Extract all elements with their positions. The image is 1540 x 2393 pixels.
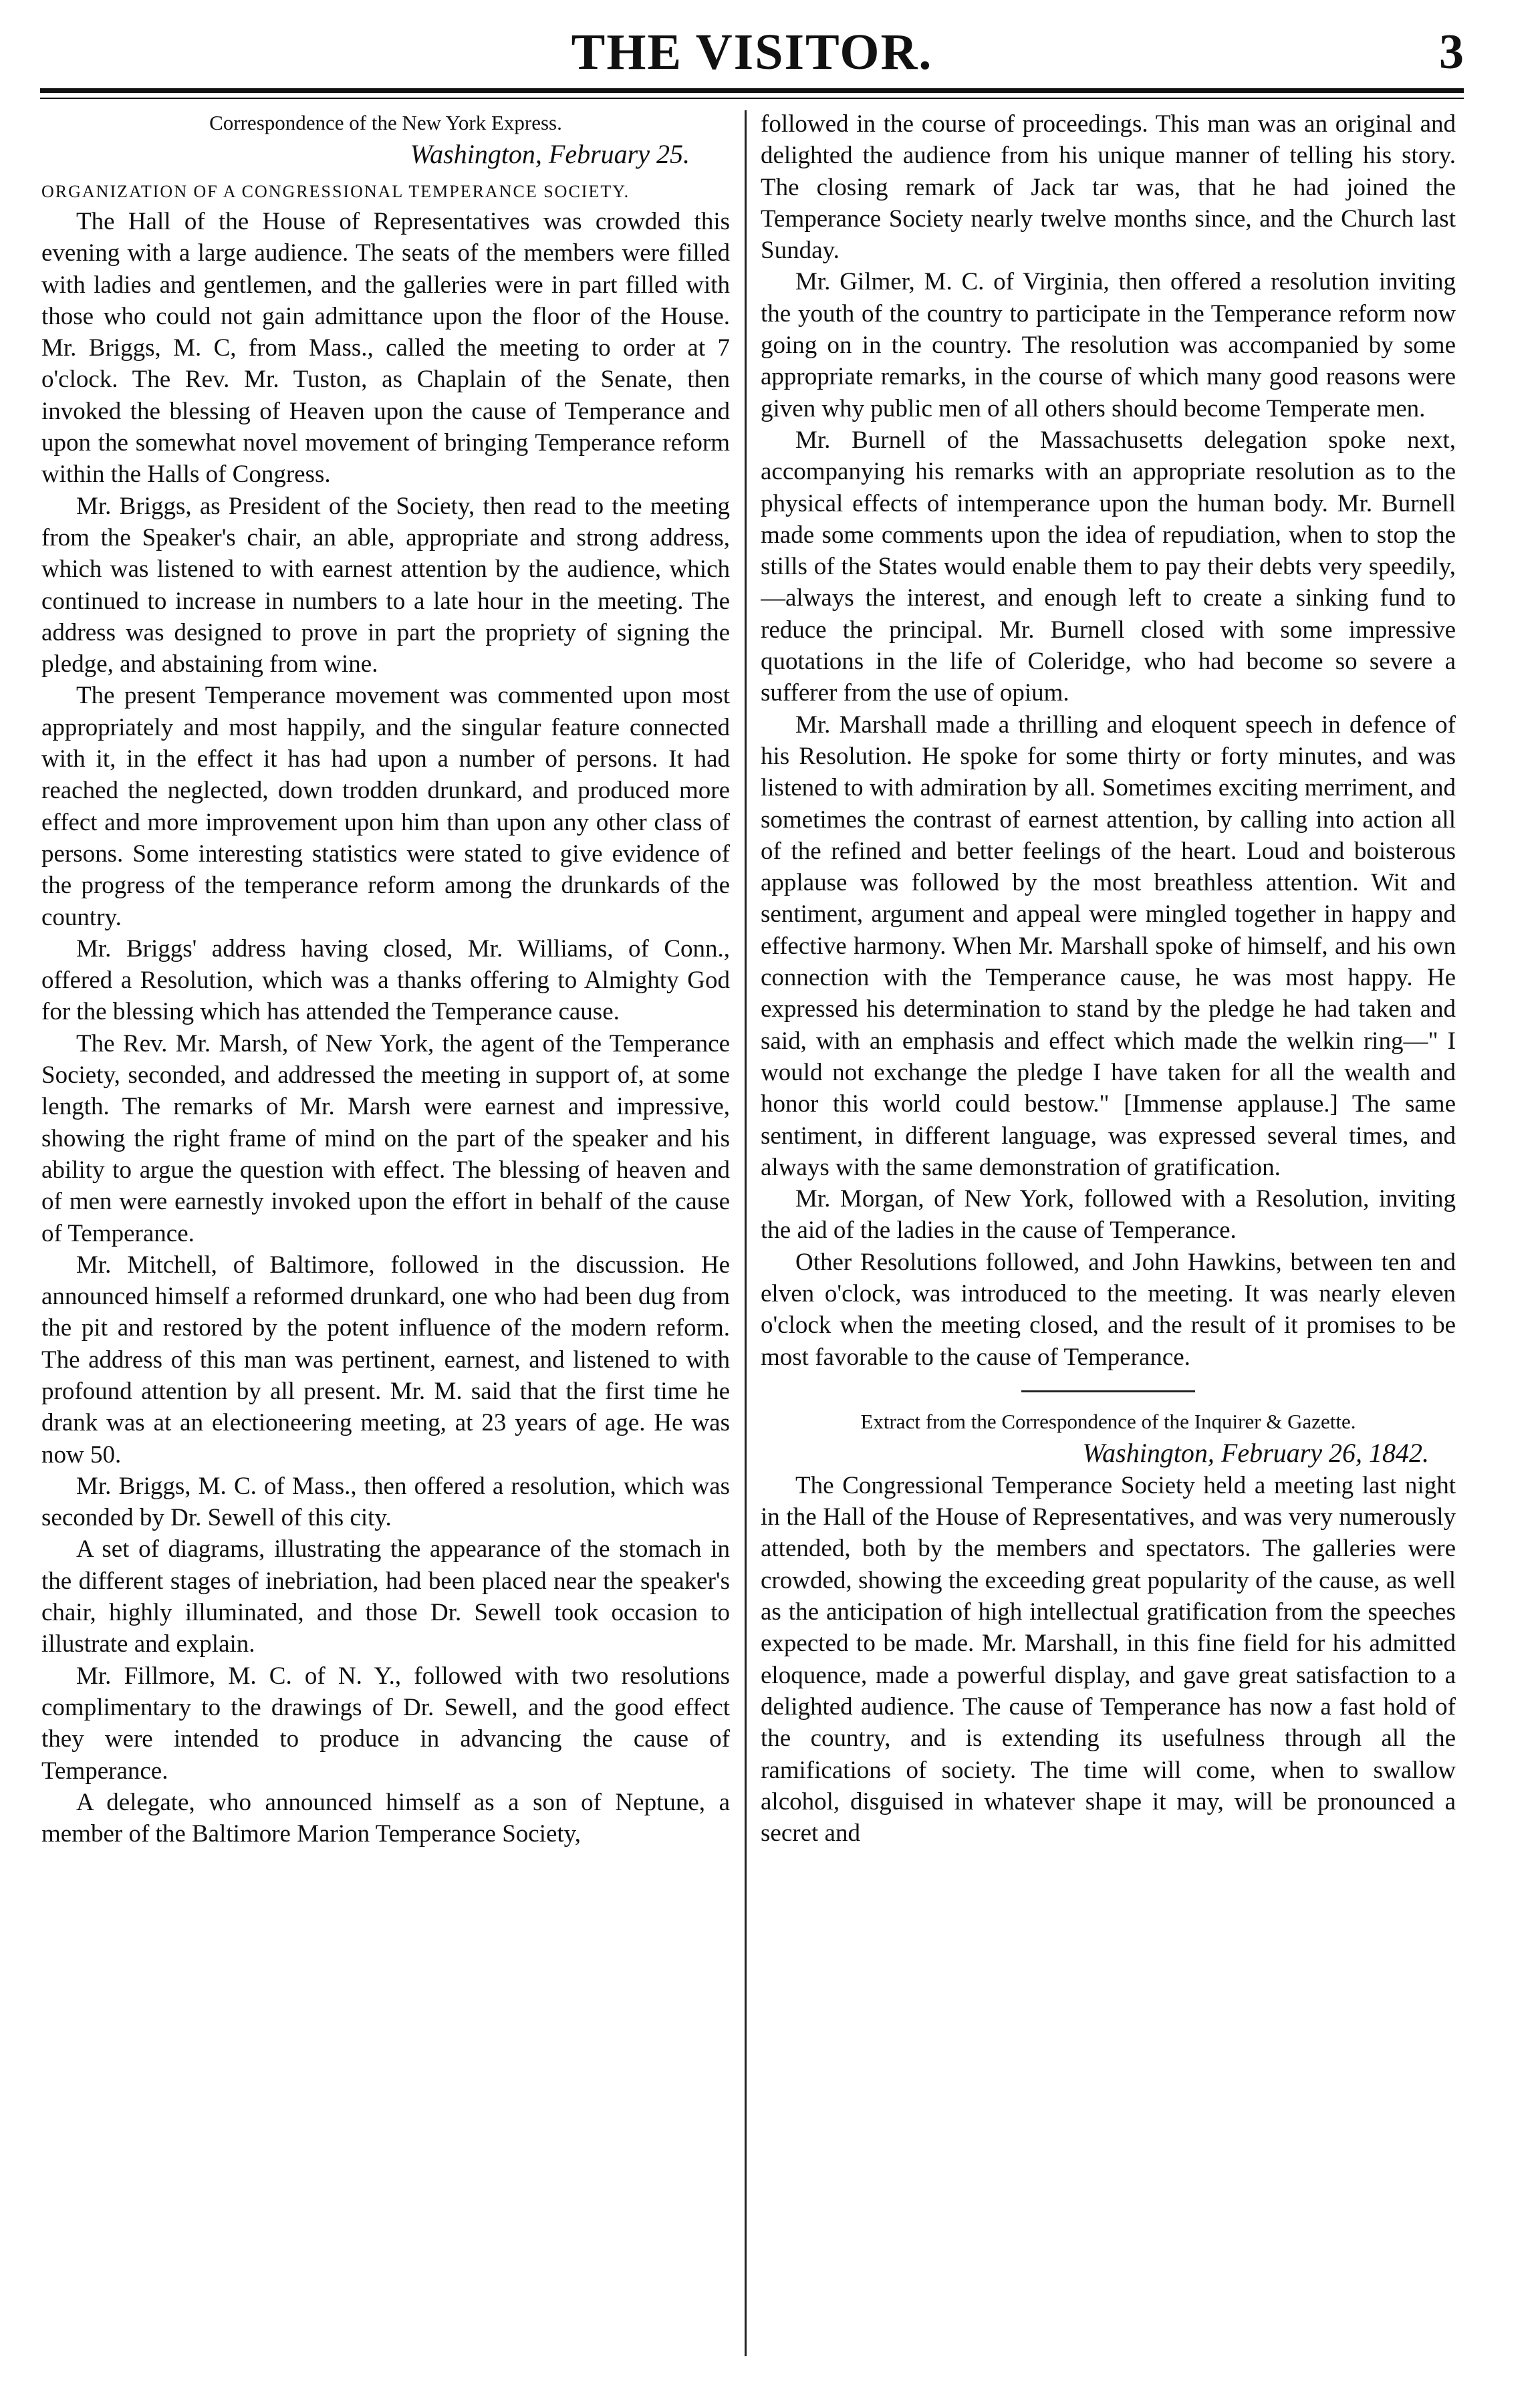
- masthead: [40, 20, 1464, 84]
- article-paragraph: Mr. Burnell of the Massachusetts delegation spoke next, accompanying his remarks with an appropriate resolution as to the physical effects of intemperance upon the human body. Mr. Burnell made some comments upon the idea of repudiation, when to stop the stills of the States would enable them to pay their debts very speedily,—always the interest, and enough left to create a sinking fund to reduce the principal. Mr. Burnell closed with some impressive quotations in the life of Coleridge, who had become so severe a sufferer from the use of opium.: [761, 426, 1456, 707]
- article-paragraph: The Congressional Temperance Society held a meeting last night in the Hall of the House of Representatives, and was very numerously attended, both by the members and spectators. The galleries were crowded, showing the exceeding great popularity of the cause, as well as the anticipation of high intellectual gratification from the speeches expected to be made. Mr. Marshall, in this fine field for his admitted eloquence, made a powerful display, and gave great satisfaction to a delighted audience. The cause of Temperance has now a fast hold of the country, and is extending its usefulness through all the ramifications of society. The time will come, when to swallow alcohol, disguised in whatever shape it may, will be pronounced a secret and: [761, 1471, 1456, 1848]
- article-source: Correspondence of the New York Express.: [209, 111, 562, 134]
- article-paragraph: Mr. Morgan, of New York, followed with a Resolution, inviting the aid of the ladies in the cause of Temperance.: [761, 1185, 1456, 1245]
- article-paragraph: Other Resolutions followed, and John Hawkins, between ten and elven o'clock, was introduced to the meeting. It was nearly eleven o'clock when the meeting closed, and the result of it promises to be most favorable to the cause of Temperance.: [761, 1248, 1456, 1371]
- article-paragraph: Mr. Briggs, M. C. of Mass., then offered a resolution, which was seconded by Dr. Sewell of this city.: [41, 1472, 730, 1532]
- article-dateline: Washington, February 25.: [410, 139, 690, 169]
- article-paragraph: Mr. Briggs' address having closed, Mr. Williams, of Conn., offered a Resolution, which was a thanks offering to Almighty God for the blessing which has attended the Temperance cause.: [41, 934, 730, 1026]
- article-paragraph: A set of diagrams, illustrating the appearance of the stomach in the different stages of inebriation, had been placed near the speaker's chair, highly illuminated, and those Dr. Sewell took occasion to illustrate and explain.: [41, 1535, 730, 1658]
- article-paragraph: A delegate, who announced himself as a son of Neptune, a member of the Baltimore Marion Temperance Society,: [41, 1788, 730, 1848]
- article-paragraph: The present Temperance movement was commented upon most appropriately and most happily, and the singular feature connected with it, in the effect it has had upon a number of persons. It had reached the neglected, down trodden drunkard, and produced more effect and more improvement upon him than upon any other class of persons. Some interesting statistics were stated to give evidence of the progress of the temperance reform among the drunkards of the country.: [41, 682, 730, 931]
- masthead-rule-thin: [40, 98, 1464, 99]
- column-divider: [745, 110, 747, 2356]
- article-paragraph: followed in the course of proceedings. This man was an original and delighted the audience from his unique manner of telling his story. The closing remark of Jack tar was, that he had joined the Temperance Society nearly twelve months since, and the Church last Sunday.: [761, 110, 1456, 265]
- extract-dateline: Washington, February 26, 1842.: [1082, 1437, 1429, 1468]
- article-paragraph: Mr. Mitchell, of Baltimore, followed in the discussion. He announced himself a reformed drunkard, one who had been dug from the pit and restored by the potent influence of the modern reform. The address of this man was pertinent, earnest, and listened to with profound attention by all present. Mr. M. said that the first time he drank was at an electioneering meeting, at 23 years of age. He was now 50.: [41, 1251, 730, 1469]
- article-paragraph: The Hall of the House of Representatives was crowded this evening with a large audience. The seats of the members were filled with ladies and gentlemen, and the galleries were in part filled with those who could not gain admittance upon the floor of the House. Mr. Briggs, M. C, from Mass., called the meeting to order at 7 o'clock. The Rev. Mr. Tuston, as Chaplain of the Senate, then invoked the blessing of Heaven upon the cause of Temperance and upon the somewhat novel movement of bringing Temperance reform within the Halls of Congress.: [41, 208, 730, 489]
- article-paragraph: Mr. Marshall made a thrilling and eloquent speech in defence of his Resolution. He spoke for some thirty or forty minutes, and was listened to with admiration by all. Sometimes exciting merriment, and sometimes the contrast of earnest attention, by calling into action all of the refined and better feelings of the heart. Loud and boisterous applause was followed by the most breathless attention. Wit and sentiment, argument and appeal were mingled together in happy and effective harmony. When Mr. Marshall spoke of himself, and his own connection with the Temperance cause, he was most happy. He expressed his determination to stand by the pledge he had taken and said, with an emphasis and effect which made the welkin ring—" I would not exchange the pledge I have taken for all the wealth and honor this world could bestow." [Immense applause.] The same sentiment, in different language, was expressed several times, and always with the same demonstration of gratification.: [761, 711, 1456, 1181]
- article-heading: ORGANIZATION OF A CONGRESSIONAL TEMPERANCE SOCIETY.: [41, 182, 630, 201]
- extract-source: Extract from the Correspondence of the Inquirer & Gazette.: [860, 1409, 1356, 1433]
- article-paragraph: Mr. Fillmore, M. C. of N. Y., followed with two resolutions complimentary to the drawings of Dr. Sewell, and the good effect they were intended to produce in advancing the cause of Temperance.: [41, 1662, 730, 1785]
- masthead-rule-thick: [40, 88, 1464, 93]
- article-paragraph: The Rev. Mr. Marsh, of New York, the agent of the Temperance Society, seconded, and addressed the meeting in support of, at some length. The remarks of Mr. Marsh were earnest and impressive, showing the right frame of mind on the part of the speaker and his ability to argue the question with effect. The blessing of heaven and of men were earnestly invoked upon the effort in behalf of the cause of Temperance.: [41, 1029, 730, 1247]
- article-paragraph: Mr. Briggs, as President of the Society, then read to the meeting from the Speaker's chair, an able, appropriate and strong address, which was listened to with earnest attention by the audience, which continued to increase in numbers to a late hour in the meeting. The address was designed to prove in part the propriety of signing the pledge, and abstaining from wine.: [41, 492, 730, 678]
- page-number: 3: [1439, 25, 1464, 80]
- right-column: [761, 108, 1456, 2361]
- article-separator: [1021, 1390, 1195, 1392]
- article-paragraph: Mr. Gilmer, M. C. of Virginia, then offered a resolution inviting the youth of the country to participate in the Temperance reform now going on in the country. The resolution was accompanied by some appropriate remarks, in the course of which many good reasons were given why public men of all others should become Temperate men.: [761, 268, 1456, 422]
- newspaper-title: THE VISITOR.: [571, 24, 933, 80]
- left-column: [41, 108, 730, 2361]
